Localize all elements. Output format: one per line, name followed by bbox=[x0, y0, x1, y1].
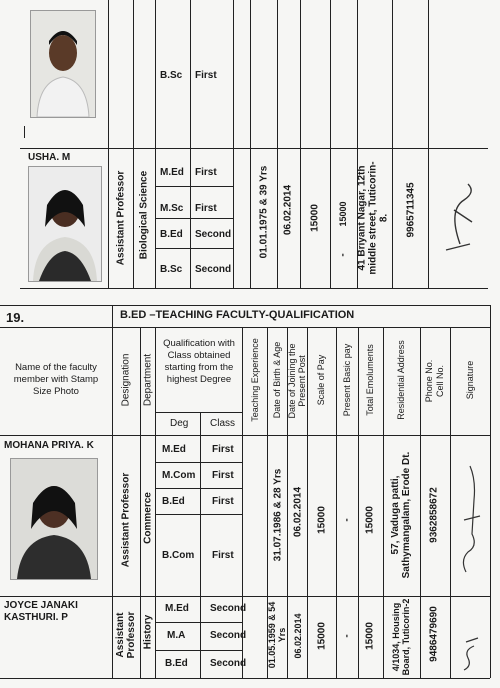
usha-phone: 9965711345 bbox=[405, 182, 417, 238]
mohana-doj: 06.02.2014 bbox=[292, 486, 304, 538]
mohana-address: 57, Vaduga patti, Sathymangalam, Erode Dt. bbox=[390, 451, 412, 579]
header-qualification: Qualification with Class obtained starting from the highest Degree bbox=[163, 338, 235, 385]
mohana-total: 15000 bbox=[364, 506, 376, 534]
faculty-photo-1 bbox=[30, 10, 96, 118]
mohana-class-3: First bbox=[212, 496, 234, 507]
joyce-class-1: Second bbox=[210, 603, 247, 614]
header-dob: Date of Birth & Age bbox=[272, 341, 282, 419]
header-name: Name of the faculty member with Stamp Size Photo bbox=[13, 362, 99, 397]
header-basic: Present Basic pay bbox=[342, 343, 352, 417]
header-designation: Designation bbox=[120, 353, 132, 407]
usha-address: 41 Briyant Nagar, 12th middle street, Tuticorin-8. bbox=[356, 161, 390, 275]
joyce-signature bbox=[458, 630, 484, 676]
usha-class-1: First bbox=[195, 167, 217, 178]
portrait-woman-icon bbox=[29, 167, 101, 281]
mohana-signature bbox=[456, 460, 486, 580]
usha-class-4: Second bbox=[195, 264, 232, 275]
header-doj-cell: Date of Joining the Present Post bbox=[287, 343, 307, 419]
mohana-deg-3: B.Ed bbox=[162, 496, 185, 507]
joyce-class-2: Second bbox=[210, 630, 247, 641]
mohana-basic: - bbox=[341, 518, 353, 522]
header-experience: Teaching Experience bbox=[250, 338, 260, 422]
joyce-doj: 06.02.2014 bbox=[293, 613, 303, 659]
usha-class-3: Second bbox=[195, 229, 232, 240]
mohana-deg-4: B.Com bbox=[162, 550, 195, 561]
header-department: Department bbox=[142, 353, 154, 407]
joyce-department: History bbox=[142, 614, 154, 650]
header-phone-cell: Phone No. Cell No. bbox=[424, 359, 445, 403]
usha-scale: 15000 bbox=[309, 204, 321, 232]
header-total: Total Emoluments bbox=[365, 344, 375, 416]
joyce-basic: - bbox=[341, 634, 353, 638]
joyce-class-3: Second bbox=[210, 658, 247, 669]
faculty-name-joyce: JOYCE JANAKI KASTHURI. P bbox=[4, 600, 78, 623]
joyce-total: 15000 bbox=[364, 622, 376, 650]
usha-dob: 01.01.1975 & 39 Yrs bbox=[258, 165, 270, 259]
usha-department: Biological Science bbox=[138, 170, 150, 260]
p1-deg-bsc: B.Sc bbox=[160, 70, 183, 81]
usha-deg-3: B.Ed bbox=[160, 229, 183, 240]
joyce-dob: 01.05.1959 & 54 Yrs bbox=[267, 601, 287, 669]
mohana-deg-1: M.Ed bbox=[162, 444, 186, 455]
header-address: Residential Address bbox=[396, 340, 406, 420]
mohana-designation: Assistant Professor bbox=[120, 472, 132, 568]
portrait-woman-icon bbox=[11, 459, 97, 579]
mohana-dob: 31.07.1986 & 28 Yrs bbox=[272, 468, 284, 562]
section-number: 19. bbox=[6, 310, 25, 325]
usha-deg-1: M.Ed bbox=[160, 167, 184, 178]
mohana-deg-2: M.Com bbox=[162, 470, 196, 481]
faculty-name-mohana: MOHANA PRIYA. K bbox=[4, 440, 94, 451]
usha-basic: - bbox=[337, 253, 349, 257]
joyce-deg-2: M.A bbox=[167, 630, 186, 641]
faculty-name-usha: USHA. M bbox=[28, 152, 71, 163]
usha-designation: Assistant Professor bbox=[115, 170, 127, 266]
p1-class-bsc: First bbox=[195, 70, 217, 81]
portrait-man-icon bbox=[31, 11, 95, 117]
mohana-class-4: First bbox=[212, 550, 234, 561]
usha-deg-2: M.Sc bbox=[160, 203, 184, 214]
usha-total: 15000 bbox=[338, 201, 348, 227]
mohana-department: Commerce bbox=[142, 492, 154, 544]
header-scale: Scale of Pay bbox=[316, 354, 326, 406]
joyce-designation: Assistant Professor bbox=[115, 611, 137, 659]
mohana-class-2: First bbox=[212, 470, 234, 481]
header-class: Class bbox=[210, 418, 236, 429]
usha-signature bbox=[440, 170, 480, 260]
usha-deg-4: B.Sc bbox=[160, 264, 183, 275]
joyce-deg-1: M.Ed bbox=[165, 603, 189, 614]
mohana-class-1: First bbox=[212, 444, 234, 455]
joyce-scale: 15000 bbox=[316, 622, 328, 650]
faculty-photo-2 bbox=[28, 166, 102, 282]
usha-class-2: First bbox=[195, 203, 217, 214]
joyce-phone: 9486479690 bbox=[428, 606, 440, 662]
joyce-address: 4/1034, Housing Board, Tuticorin-2 bbox=[391, 598, 411, 676]
mohana-scale: 15000 bbox=[316, 506, 328, 534]
header-signature: Signature bbox=[465, 360, 475, 400]
header-deg: Deg bbox=[170, 418, 189, 429]
faculty-photo-3 bbox=[10, 458, 98, 580]
section-title: B.ED –TEACHING FACULTY-QUALIFICATION bbox=[120, 309, 355, 321]
usha-doj: 06.02.2014 bbox=[282, 184, 294, 236]
mohana-phone: 9362858672 bbox=[428, 487, 440, 543]
joyce-deg-3: B.Ed bbox=[165, 658, 188, 669]
